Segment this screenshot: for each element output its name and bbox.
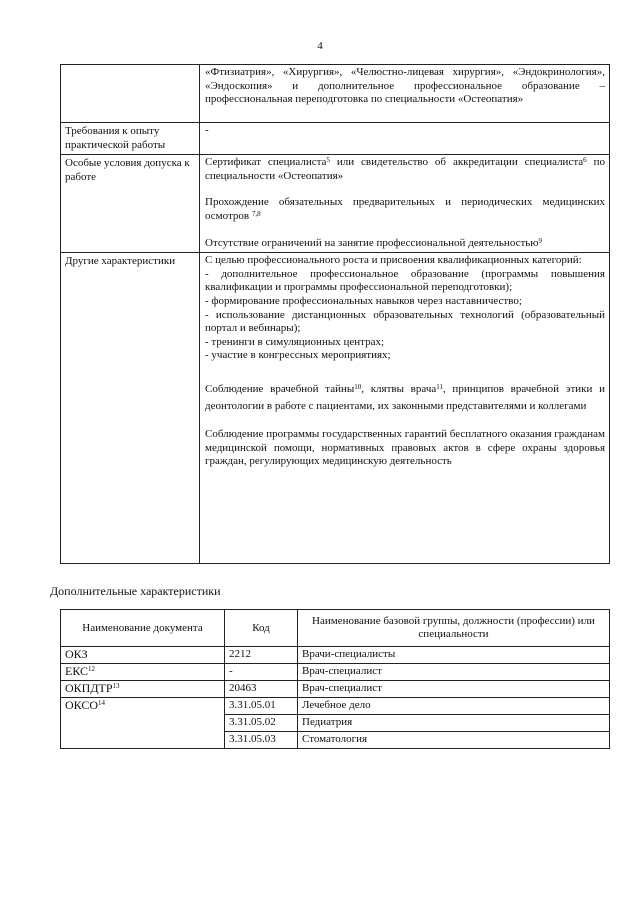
experience-value: -: [200, 123, 610, 155]
guarantees-paragraph: Соблюдение программы государственных гарантий бесплатного оказания гражданам медицинской помощи, нормативных правовых актов в сфере охраны здоровья граждан, регулирующих медицинскую деятельность: [205, 427, 605, 468]
footnote-ref: 12: [88, 665, 96, 673]
spacer: [205, 363, 605, 381]
footnote-ref: 14: [98, 699, 106, 707]
page-number: 4: [317, 40, 323, 52]
code-cell: -: [225, 664, 298, 681]
text-fragment: Отсутствие ограничений на занятие профессиональной деятельностью: [205, 236, 539, 249]
experience-label: Требования к опыту практической работы: [61, 123, 200, 155]
code-cell: 3.31.05.03: [225, 732, 298, 749]
additional-characteristics-table: [60, 609, 610, 749]
medical-exams-paragraph: [205, 196, 605, 223]
document-name: ЕКС: [65, 664, 89, 678]
spacer: [205, 183, 605, 196]
education-continuation-text: «Фтизиатрия», «Хирургия», «Челюстно-лицевая хирургия», «Эндокринология», «Эндоскопия» и дополнительное профессиональное образование – профессиональная переподготовка по специальности «Остеопатия»: [200, 65, 610, 123]
code-cell: 20463: [225, 681, 298, 698]
name-cell: Стоматология: [298, 732, 610, 749]
list-item: - тренинги в симуляционных центрах;: [205, 335, 385, 348]
text-fragment: Соблюдение врачебной тайны: [205, 382, 355, 395]
text-fragment: или свидетельство об аккредитации специалиста: [329, 156, 584, 169]
document-cell: [61, 647, 225, 664]
admission-label: Особые условия допуска к работе: [61, 155, 200, 253]
characteristics-table: [60, 64, 610, 564]
footnote-ref: 10: [354, 382, 362, 391]
list-item: - участие в конгрессных мероприятиях;: [205, 349, 391, 362]
ethics-paragraph: [205, 381, 605, 415]
table-row-education-continuation: [61, 65, 610, 123]
other-content: [200, 253, 610, 564]
growth-intro: С целью профессионального роста и присвоения квалификационных категорий:: [205, 254, 582, 267]
header-name: Наименование базовой группы, должности (профессии) или специальности: [298, 610, 610, 647]
name-cell: Врач-специалист: [298, 681, 610, 698]
code-cell: 3.31.05.02: [225, 715, 298, 732]
empty-label-cell: [61, 65, 200, 123]
table-row: [61, 647, 610, 664]
footnote-ref: 11: [436, 382, 443, 391]
document-cell: [61, 698, 225, 749]
spacer: [205, 224, 605, 237]
text-fragment: , клятвы врача: [361, 382, 437, 395]
text-fragment: Прохождение обязательных предварительных и периодических медицинских осмотров: [205, 196, 605, 222]
table-row: [61, 664, 610, 681]
name-cell: Педиатрия: [298, 715, 610, 732]
name-cell: Врач-специалист: [298, 664, 610, 681]
document-cell: [61, 664, 225, 681]
list-item: - дополнительное профессиональное образование (программы повышения квалификации и программы профессиональной переподготовки);: [205, 267, 605, 294]
header-document: Наименование документа: [61, 610, 225, 647]
document-name: ОКПДТР: [65, 681, 113, 695]
certificate-paragraph: [205, 156, 605, 183]
no-restrictions-paragraph: [205, 237, 605, 251]
name-cell: Лечебное дело: [298, 698, 610, 715]
footnote-ref: 6: [583, 156, 587, 165]
table-header-row: [61, 610, 610, 647]
code-cell: 2212: [225, 647, 298, 664]
table-row: [61, 698, 610, 715]
document-name: ОКСО: [65, 698, 99, 712]
document-cell: [61, 681, 225, 698]
text-fragment: , принципов врачебной этики и деонтологии в работе с пациентами, их законными представителями и коллегами: [205, 382, 605, 412]
code-cell: 3.31.05.01: [225, 698, 298, 715]
footnote-ref: 7,8: [251, 209, 261, 218]
document-name: ОКЗ: [65, 647, 88, 661]
name-cell: Врачи-специалисты: [298, 647, 610, 664]
list-item: - использование дистанционных образовательных технологий (образовательный портал и вебинары);: [205, 308, 605, 335]
spacer: [205, 415, 605, 428]
table-row: [61, 681, 610, 698]
text-fragment: по специальности «Остеопатия»: [205, 156, 605, 182]
footnote-ref: 5: [326, 156, 330, 165]
header-code: Код: [225, 610, 298, 647]
text-fragment: Сертификат специалиста: [205, 156, 327, 169]
section-title: Дополнительные характеристики: [50, 584, 221, 598]
footnote-ref: 9: [538, 236, 543, 245]
table-row-other: [61, 253, 610, 564]
list-item: - формирование профессиональных навыков через наставничество;: [205, 294, 522, 307]
table-row-admission: [61, 155, 610, 253]
admission-content: [200, 155, 610, 253]
footnote-ref: 13: [112, 682, 120, 690]
table-row-experience: [61, 123, 610, 155]
other-label: Другие характеристики: [61, 253, 200, 564]
